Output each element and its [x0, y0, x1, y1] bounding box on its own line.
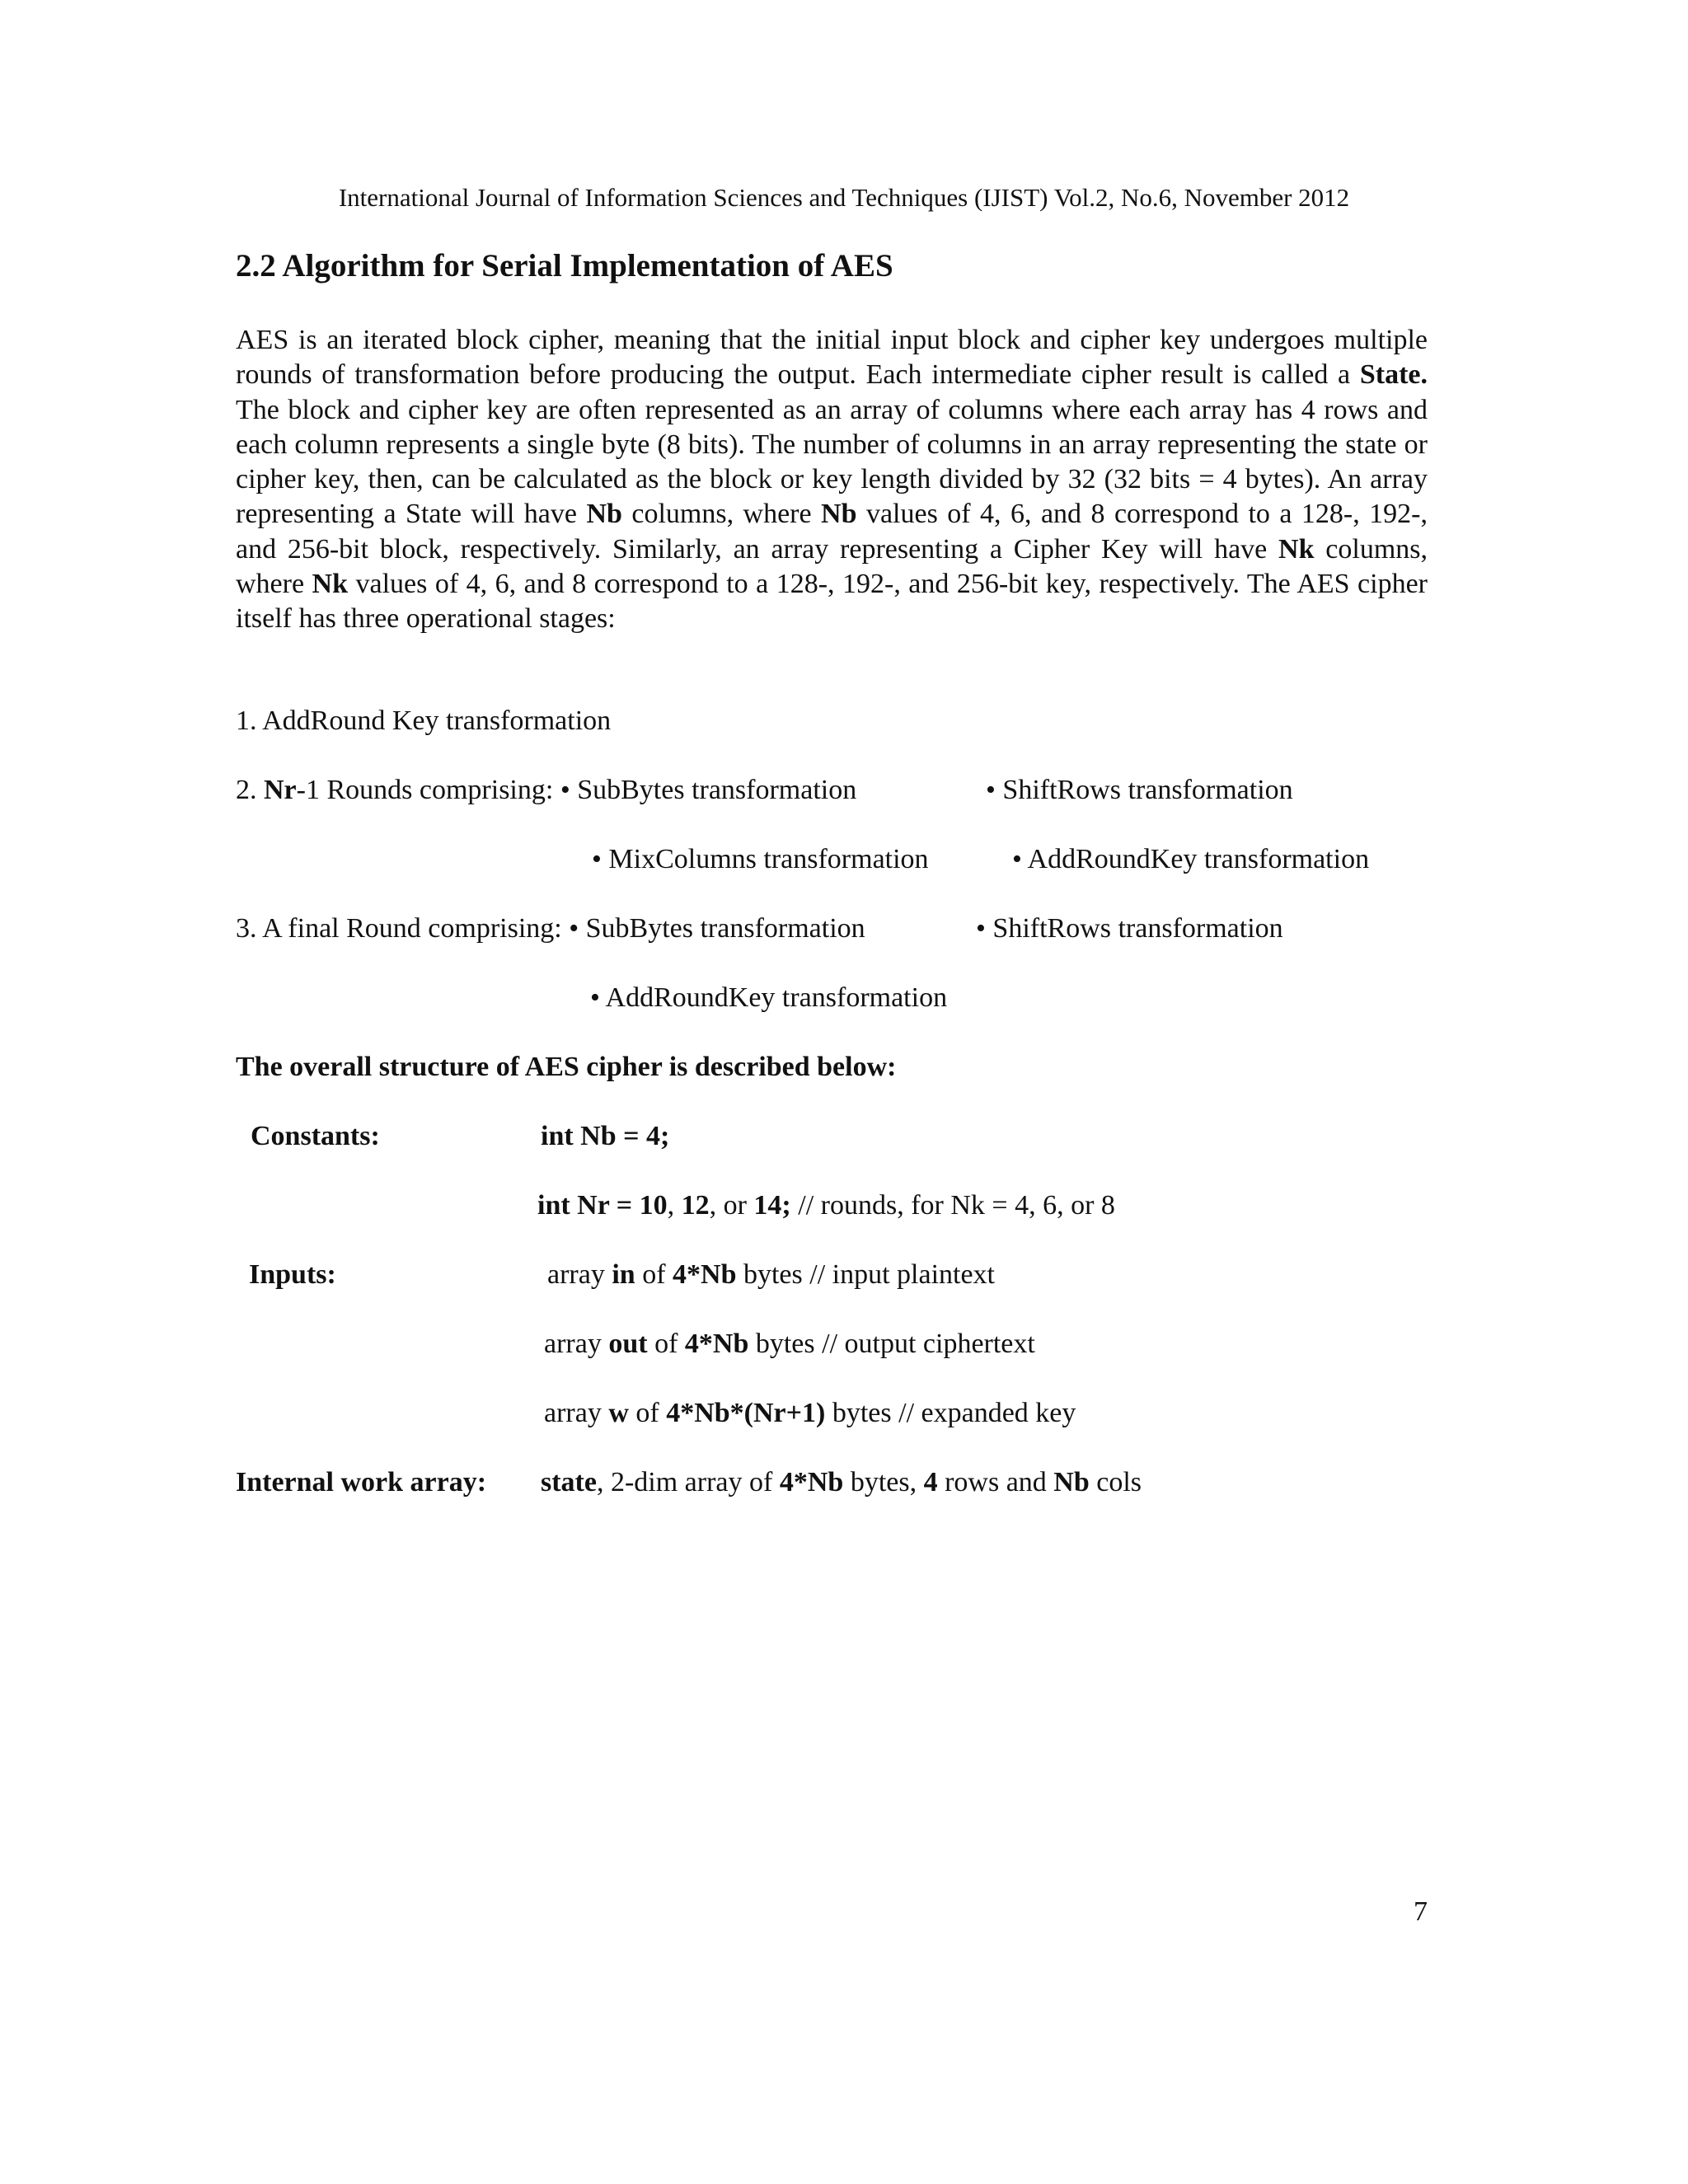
intro-text-6: values of 4, 6, and 8 correspond to a 128-, 192-, and 256-bit key, respectively. The AES cipher itself has three operational stages:: [236, 569, 1428, 635]
stage-3-shiftrows: • ShiftRows transformation: [976, 913, 1283, 944]
state-term: State.: [1359, 359, 1428, 391]
word: of: [628, 1398, 667, 1428]
size: 4*Nb: [673, 1259, 737, 1290]
size: 4*Nb*(Nr+1): [666, 1398, 826, 1428]
work-array-desc: [541, 1465, 1142, 1500]
stage-1: 1. AddRound Key transformation: [236, 705, 612, 736]
constants-label: Constants:: [251, 1121, 380, 1151]
var-state: state: [541, 1467, 597, 1497]
intro-text-5: columns, where: [236, 533, 1428, 600]
nr-comment: // rounds, for Nk = 4, 6, or 8: [790, 1190, 1115, 1221]
word: array: [547, 1259, 612, 1290]
sep: , or: [709, 1190, 754, 1221]
size: 4*Nb: [684, 1329, 749, 1359]
page-number: 7: [1414, 1896, 1428, 1927]
var-in: in: [612, 1259, 635, 1290]
constant-nr: [537, 1188, 1115, 1223]
nr-14: 14;: [753, 1190, 791, 1221]
var-out: out: [608, 1329, 648, 1359]
word: array: [544, 1329, 609, 1359]
stage-2: [236, 773, 856, 808]
intro-paragraph: [236, 323, 1428, 637]
sep: ,: [667, 1190, 682, 1221]
word: of: [635, 1259, 673, 1290]
comment: bytes // output ciphertext: [748, 1329, 1035, 1359]
running-header: International Journal of Information Sciences and Techniques (IJIST) Vol.2, No.6, November 2012: [338, 183, 1350, 212]
word: array: [544, 1398, 609, 1428]
nb-term: Nb: [586, 499, 622, 530]
work-array-label: Internal work array:: [236, 1467, 487, 1497]
intro-text-2: The block and cipher key are often represented as an array of columns where each array has 4 rows and each column represents a single byte (8 bits). The number of columns in an array representing the state or cipher key, then, can be calculated as the block or key length divided by 32 (32 bits = 4 bytes). An array representing a State will have: [236, 394, 1428, 530]
input-array-in: [547, 1258, 995, 1292]
text: cols: [1089, 1467, 1142, 1497]
intro-text-4: values of 4, 6, and 8 correspond to a 128-, 192-, and 256-bit block, respectively. Similarly, an array representing a Cipher Key will have: [236, 499, 1428, 565]
constant-nb: int Nb = 4;: [541, 1121, 670, 1151]
nr-12: 12: [681, 1190, 710, 1221]
text: , 2-dim array of: [596, 1467, 780, 1497]
cols: Nb: [1053, 1467, 1090, 1497]
var-w: w: [608, 1398, 629, 1428]
stage-2-addroundkey: • AddRoundKey transformation: [1012, 844, 1370, 874]
stage-2-shiftrows: • ShiftRows transformation: [986, 775, 1293, 805]
rows: 4: [923, 1467, 938, 1497]
nr-decl: int Nr = 10: [537, 1190, 668, 1221]
intro-text-1: AES is an iterated block cipher, meaning that the initial input block and cipher key undergoes multiple rounds of transformation before producing the output. Each intermediate cipher result is called a: [236, 325, 1428, 391]
stage-2-subbytes: -1 Rounds comprising: • SubBytes transformation: [296, 775, 857, 805]
stage-3: 3. A final Round comprising: • SubBytes transformation: [236, 913, 865, 944]
nb-term: Nb: [821, 499, 857, 530]
stage-2-mixcolumns: • MixColumns transformation: [592, 844, 929, 874]
section-title: 2.2 Algorithm for Serial Implementation of AES: [236, 248, 893, 284]
nk-term: Nk: [1278, 533, 1315, 565]
text: bytes,: [843, 1467, 924, 1497]
intro-text-3: columns, where: [621, 499, 822, 530]
inputs-label: Inputs:: [249, 1259, 336, 1290]
stage-3-addroundkey: • AddRoundKey transformation: [590, 982, 948, 1013]
input-array-out: [544, 1327, 1035, 1361]
text: rows and: [937, 1467, 1054, 1497]
comment: bytes // expanded key: [825, 1398, 1076, 1428]
stage-2-prefix: 2.: [236, 775, 264, 805]
word: of: [647, 1329, 685, 1359]
nr-term: Nr: [264, 775, 297, 805]
input-array-w: [544, 1396, 1076, 1431]
size: 4*Nb: [779, 1467, 844, 1497]
nk-term: Nk: [312, 569, 349, 600]
structure-heading: The overall structure of AES cipher is described below:: [236, 1052, 897, 1082]
comment: bytes // input plaintext: [736, 1259, 996, 1290]
